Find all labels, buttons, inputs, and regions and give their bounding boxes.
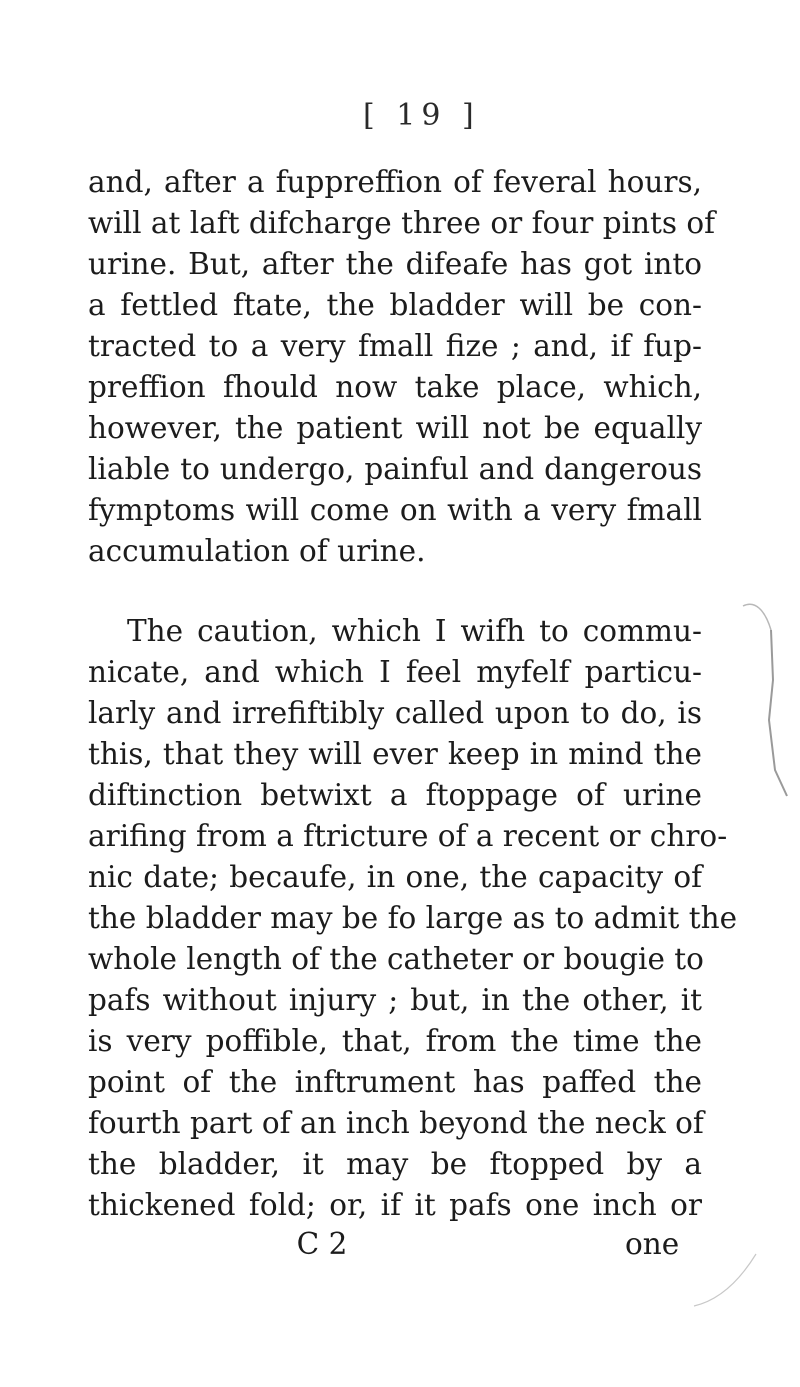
text-line: pafs without injury ; but, in the other, it: [88, 983, 702, 1017]
text-line: point of the inftrument has paffed the: [88, 1065, 702, 1099]
text-line: larly and irrefiftibly called upon to do, is: [88, 696, 702, 730]
text-line: whole length of the catheter or bougie to: [88, 942, 704, 976]
text-line: nicate, and which I feel myfelf particu-: [88, 655, 702, 689]
text-line: diftinction betwixt a ftoppage of urine: [88, 778, 702, 812]
text-line: accumulation of urine.: [88, 534, 426, 568]
text-line: will at laft difcharge three or four pints of: [88, 206, 716, 240]
text-line: this, that they will ever keep in mind the: [88, 737, 702, 771]
text-line: preffion fhould now take place, which,: [88, 370, 702, 404]
corner-smudge: [690, 1250, 760, 1310]
text-line: liable to undergo, painful and dangerous: [88, 452, 702, 486]
catchword: one: [625, 1227, 680, 1261]
page-number: [ 19 ]: [363, 98, 480, 133]
text-line: a fettled ftate, the bladder will be con-: [88, 288, 702, 322]
text-line: is very poffible, that, from the time the: [88, 1024, 702, 1058]
text-line: tracted to a very fmall fize ; and, if fup-: [88, 329, 702, 363]
text-line: and, after a fuppreffion of feveral hours,: [88, 165, 702, 199]
margin-smudge: [735, 600, 795, 800]
text-line: fymptoms will come on with a very fmall: [88, 493, 702, 527]
text-line: thickened fold; or, if it pafs one inch or: [88, 1188, 702, 1222]
text-line: The caution, which I wifh to commu-: [127, 614, 702, 648]
text-line: arifing from a ftricture of a recent or chro-: [88, 819, 728, 853]
text-line: however, the patient will not be equally: [88, 411, 702, 445]
signature-mark: C 2: [296, 1227, 348, 1261]
text-line: fourth part of an inch beyond the neck of: [88, 1106, 704, 1140]
text-line: nic date; becaufe, in one, the capacity of: [88, 860, 702, 894]
text-line: urine. But, after the difeafe has got into: [88, 247, 702, 281]
text-line: the bladder may be fo large as to admit the: [88, 901, 738, 935]
text-line: the bladder, it may be ftopped by a: [88, 1147, 702, 1181]
